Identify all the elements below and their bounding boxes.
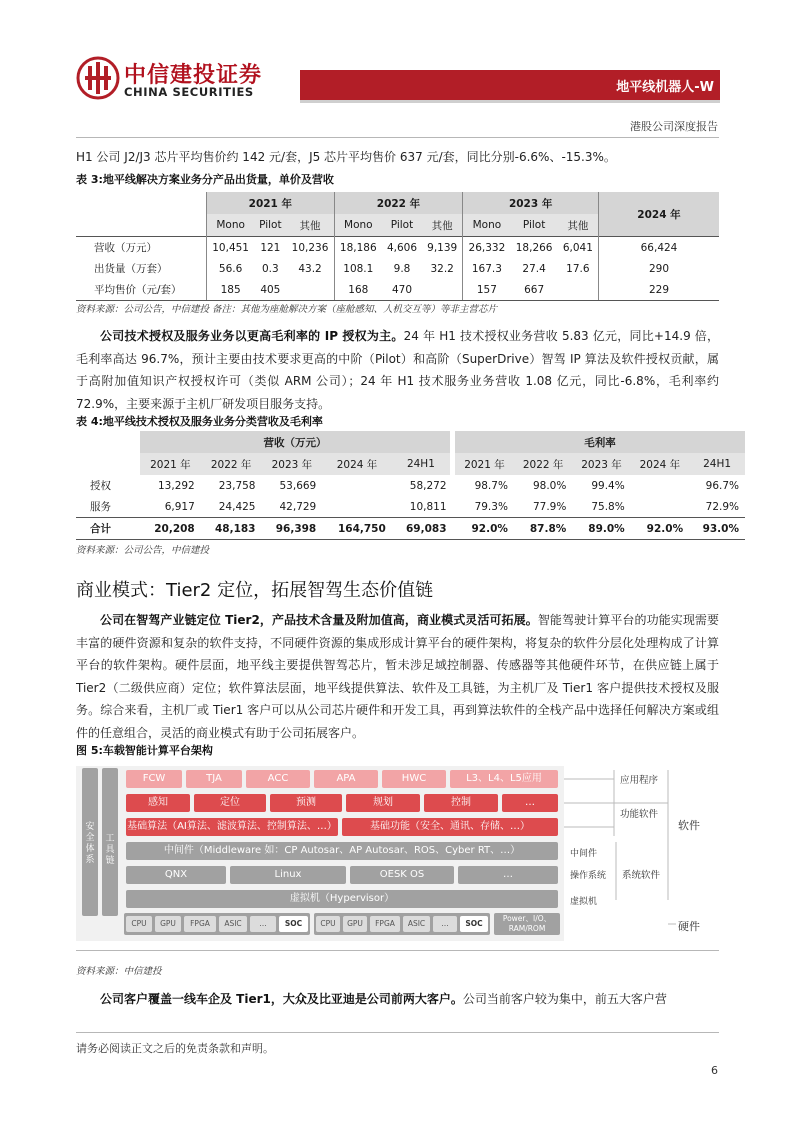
table4-col-header: 2023 年 [262,453,323,475]
figure-rule [76,950,719,951]
cell: 405 [254,279,286,301]
func-block: … [502,794,558,812]
cell: 4,606 [382,237,422,259]
cell [286,279,334,301]
table3-caption: 表 3:地平线解决方案业务分产品出货量，单价及营收 [76,173,334,186]
table4-col-header: 24H1 [689,453,745,475]
cell: 168 [334,279,382,301]
table4-caption: 表 4:地平线技术授权及服务业务分类营收及毛利率 [76,415,323,428]
cell: 66,424 [599,237,720,259]
paragraph-customers [76,988,719,1011]
table4-col-header: 2023 年 [572,453,630,475]
paragraph-lead: 公司技术授权及服务业务以更高毛利率的 IP 授权为主。 [100,329,404,343]
table3-sub-header: 其他 [558,214,599,237]
cell: 93.0% [689,518,745,540]
company-logo [76,56,120,100]
cell: 48,183 [201,518,262,540]
cell: 98.7% [474,479,508,492]
cell [631,475,689,496]
paragraph-body: 公司当前客户较为集中，前五大客户营 [462,992,667,1006]
cell: 75.8% [591,500,625,513]
table3-sub-header: Pilot [511,214,558,237]
cell: 6,917 [164,500,195,513]
cell: 87.8% [514,518,572,540]
hw-chip: GPU [155,916,181,932]
layer-label-app: 应用程序 [620,775,659,786]
cell: 9.8 [393,262,411,275]
table4-col-header: 2021 年 [140,453,201,475]
cell [422,279,463,301]
table-row-total [76,518,745,540]
cell: 18,186 [334,237,382,259]
table3-sub-header: Mono [207,214,255,237]
figure5-caption: 图 5:车载智能计算平台架构 [76,744,213,757]
hw-power-io-memory: Power、I/O、RAM/ROM [494,913,560,935]
brand-name-en: CHINA SECURITIES [124,85,254,99]
header-rule [76,137,719,138]
cell: 92.0% [453,518,514,540]
brand-name-cn: 中信建投证券 [124,63,263,88]
hw-soc: SOC [279,916,308,932]
row-label: 营收（万元） [76,237,207,259]
cell [631,496,689,518]
header-bar [300,70,720,100]
section-title: 商业模式：Tier2 定位，拓展智驾生态价值链 [76,580,434,601]
cell: 164,750 [322,518,392,540]
cell [322,496,392,518]
cell: 77.9% [532,500,567,513]
table4-group-header: 营收（万元） [140,431,453,453]
cell: 43.2 [298,262,322,275]
table4-group-header: 毛利率 [453,431,745,453]
table3-sub-header: Mono [463,214,511,237]
disclaimer-note: 请务必阅读正文之后的免责条款和声明。 [76,1042,274,1055]
paragraph-asp: H1 公司 J2/J3 芯片平均售价约 142 元/套，J5 芯片平均售价 637 元/套，同比分别-6.6%、-15.3%。 [76,150,616,164]
layer-label-software: 软件 [678,819,700,832]
cell: 667 [511,279,558,301]
table4-col-header: 2024 年 [322,453,392,475]
table3-year-header: 2023 年 [463,192,599,214]
company-name: 地平线机器人-W [616,80,714,95]
layer-label-system: 系统软件 [622,870,661,881]
paragraph-body: 24 年 H1 技术授权业务营收 5.83 亿元，同比+14.9 倍，毛利率高达 96.7%，预计主要由技术要求更高的中阶（Pilot）和高阶（SuperDrive）智驾 IP 算法及软件授权贡献，属于高附加值知识产权授权许可（类似 ARM 公司）；24 年 H1 技术服务业务营收 1.08 亿元，同比-6.8%，毛利率约 72.9%，主要来源于主机厂研发项目服务支持。 [76,329,719,411]
table4-col-header: 2024 年 [631,453,689,475]
hw-chip: CPU [316,916,340,932]
cell: 69,083 [392,518,453,540]
cell: 10,811 [409,500,447,513]
os-block: Linux [230,866,346,884]
table4-col-header: 24H1 [392,453,453,475]
hw-group-2 [314,913,490,935]
table-row [76,237,719,259]
base-function-block: 基础功能（安全、通讯、存储、…） [342,818,558,836]
cell [558,279,599,301]
hw-chip: FPGA [184,916,216,932]
cell: 72.9% [705,500,739,513]
table-row [76,279,719,301]
cell: 470 [382,279,422,301]
paragraph-body: 智能驾驶计算平台的功能实现需要丰富的硬件资源和复杂的软件支持，不同硬件资源的集成形成计算平台的硬件架构，将复杂的软件分层化处理构成了计算平台的软件架构。硬件层面，地平线主要提供智驾芯片，暂未涉足域控制器、传感器等其他硬件环节，在供应链上属于 Tier2（二级供应商）定位；软件算法层面，地平线提供算法、软件及工具链，为主机厂及 Tier1 客户提供技术授权及服务。综合来看，主机厂或 Tier1 客户可以从公司芯片硬件和开发工具，再到算法软件的全栈产品中选择任何解决方案或组件的任意组合，灵活的商业模式有助于公司拓展客户。 [76,613,719,740]
cell: 290 [599,258,720,279]
cell: 167.3 [463,258,511,279]
app-block: TJA [186,770,242,788]
func-block: 感知 [126,794,190,812]
cell: 108.1 [334,258,382,279]
middleware-block: 中间件（Middleware 如：CP Autosar、AP Autosar、ROS、Cyber RT、…） [126,842,558,860]
table4-col-header: 2022 年 [201,453,262,475]
hw-chip: ASIC [403,916,430,932]
table3-sub-header: Mono [334,214,382,237]
cell: 13,292 [158,479,195,492]
cell: 9,139 [422,237,463,259]
table-row [76,496,745,518]
cell: 157 [463,279,511,301]
cell: 32.2 [430,262,454,275]
table3-solution-business [76,192,719,301]
app-block: L3、L4、L5应用 [450,770,558,788]
paragraph-lead: 公司客户覆盖一线车企及 Tier1，大众及比亚迪是公司前两大客户。 [100,992,463,1006]
footer-rule [76,1032,719,1033]
cell: 26,332 [463,237,511,259]
table4-source: 资料来源：公司公告，中信建投 [76,545,210,556]
layer-label-hardware: 硬件 [678,920,700,933]
paragraph-business-model [76,609,719,744]
figure5-architecture-diagram [76,766,719,941]
cell: 98.0% [532,479,567,492]
os-block: QNX [126,866,226,884]
cell: 89.0% [572,518,630,540]
func-block: 预测 [270,794,342,812]
paragraph-licensing [76,325,719,415]
cell: 58,272 [409,479,447,492]
row-label: 授权 [90,480,111,492]
cell: 42,729 [279,500,317,513]
hypervisor-block: 虚拟机（Hypervisor） [126,890,558,908]
bracket-lines [564,766,684,941]
os-block: OESK OS [350,866,454,884]
table4-col-header: 2022 年 [514,453,572,475]
cell: 79.3% [474,500,508,513]
cell [322,475,392,496]
row-label: 合计 [76,518,140,540]
row-label: 出货量（万套） [94,263,168,275]
table-row [76,475,745,496]
cell: 10,236 [286,237,334,259]
hw-chip: CPU [126,916,152,932]
table3-sub-header: Pilot [382,214,422,237]
cell: 6,041 [558,237,599,259]
table3-year-header: 2022 年 [334,192,463,214]
cell: 96,398 [262,518,323,540]
cell: 92.0% [631,518,689,540]
table3-sub-header: 其他 [422,214,463,237]
security-system-bar: 安全体系 [82,768,98,916]
cell: 23,758 [218,479,256,492]
cell: 24,425 [218,500,256,513]
row-label: 平均售价（元/套） [76,279,207,301]
cell: 185 [207,279,255,301]
app-block: APA [314,770,378,788]
cell: 27.4 [522,262,546,275]
cell: 96.7% [705,479,739,492]
cell: 56.6 [207,258,255,279]
func-block: 定位 [194,794,266,812]
cell: 229 [599,279,720,301]
hw-soc: SOC [460,916,488,932]
layer-label-os: 操作系统 [570,871,607,881]
report-type: 港股公司深度报告 [630,120,718,133]
table4-licensing-business [76,431,745,540]
hw-chip: … [433,916,457,932]
hw-chip: FPGA [370,916,400,932]
layer-label-middleware: 中间件 [570,849,598,859]
table4-col-header: 2021 年 [453,453,514,475]
hw-group-1 [124,913,310,935]
func-block: 规划 [346,794,420,812]
hw-chip: ASIC [219,916,247,932]
paragraph-lead: 公司在智驾产业链定位 Tier2，产品技术含量及附加值高，商业模式灵活可拓展。 [100,613,538,627]
cell: 0.3 [261,262,279,275]
table-row [76,258,719,279]
cell: 18,266 [511,237,558,259]
table3-source: 资料来源：公司公告，中信建投 备注：其他为座舱解决方案（座舱感知、人机交互等）等非主营芯片 [76,304,498,315]
func-block: 控制 [424,794,498,812]
hw-chip: GPU [343,916,367,932]
table3-year-header: 2024 年 [599,192,720,237]
os-block: … [458,866,558,884]
table3-year-header: 2021 年 [207,192,335,214]
cell: 121 [254,237,286,259]
base-algorithm-block: 基础算法（AI算法、滤波算法、控制算法、…） [126,818,338,836]
hw-chip: … [250,916,276,932]
header-divider [300,100,720,103]
cell: 20,208 [140,518,201,540]
toolchain-bar: 工具链 [102,768,118,916]
figure5-source: 资料来源：中信建投 [76,966,162,977]
app-block: HWC [382,770,446,788]
cell: 17.6 [566,262,590,275]
cell: 99.4% [591,479,625,492]
app-block: FCW [126,770,182,788]
row-label: 服务 [90,501,111,513]
table3-sub-header: Pilot [254,214,286,237]
layer-label-func: 功能软件 [620,809,659,820]
table3-sub-header: 其他 [286,214,334,237]
app-block: ACC [246,770,310,788]
cell: 10,451 [207,237,255,259]
page-number: 6 [711,1064,718,1077]
layer-label-vm: 虚拟机 [570,897,598,907]
cell: 53,669 [279,479,317,492]
